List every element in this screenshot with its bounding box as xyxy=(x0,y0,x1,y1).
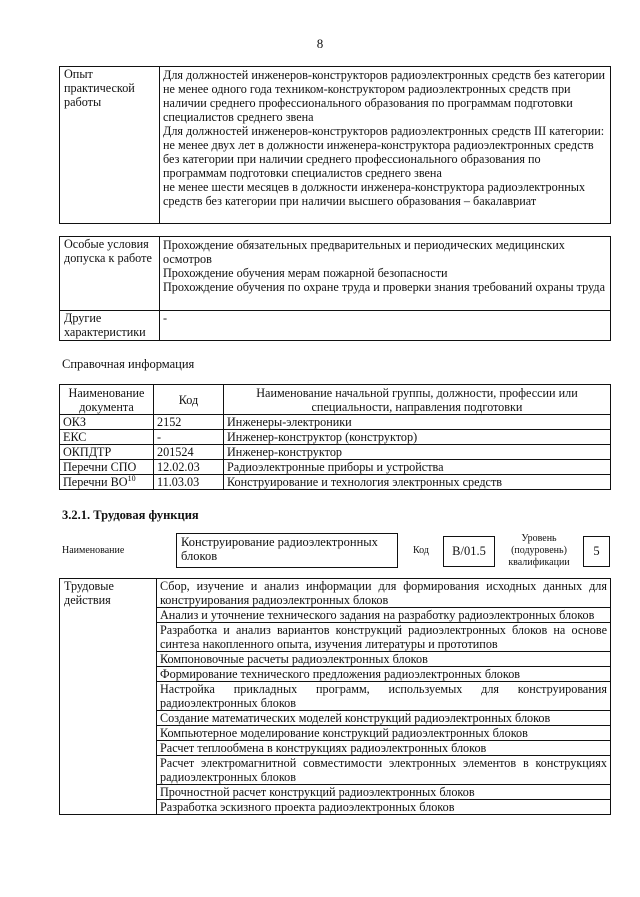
function-name-box xyxy=(176,533,398,568)
special-conditions-content xyxy=(160,237,611,311)
experience-line: Для должностей инженеров-конструкторов радиоэлектронных средств III категории: xyxy=(163,124,605,138)
table-row xyxy=(60,475,611,490)
other-characteristics-value: - xyxy=(160,311,611,341)
table-row xyxy=(60,579,611,608)
labor-action-item: Формирование технического предложения радиоэлектронных блоков xyxy=(157,667,611,682)
document-name: Перечни ВО xyxy=(63,475,128,489)
function-heading: 3.2.1. Трудовая функция xyxy=(62,508,199,522)
experience-content xyxy=(160,67,611,224)
table-row xyxy=(60,237,611,311)
cell-code: - xyxy=(154,430,224,445)
condition-line: Прохождение обучения по охране труда и проверки знания требований охраны труда xyxy=(163,280,605,294)
table-row xyxy=(60,415,611,430)
cell-name: Конструирование и технология электронных средств xyxy=(224,475,611,490)
experience-table xyxy=(59,66,611,224)
table-row xyxy=(60,460,611,475)
labor-action-item: Сбор, изучение и анализ информации для формирования исходных данных для конструирования радиоэлектронных блоков xyxy=(157,579,611,608)
labor-action-item: Разработка эскизного проекта радиоэлектронных блоков xyxy=(157,800,611,815)
table-row xyxy=(60,311,611,341)
labor-action-item: Настройка прикладных программ, используемых для конструирования радиоэлектронных блоков xyxy=(157,682,611,711)
labor-action-item: Расчет теплообмена в конструкциях радиоэлектронных блоков xyxy=(157,741,611,756)
labor-action-item: Прочностной расчет конструкций радиоэлектронных блоков xyxy=(157,785,611,800)
level-box xyxy=(583,536,610,567)
other-characteristics-label: Другие характеристики xyxy=(60,311,160,341)
condition-line: Прохождение обучения мерам пожарной безопасности xyxy=(163,266,448,280)
labor-action-item: Разработка и анализ вариантов конструкций радиоэлектронных блоков на основе синтеза накопленного опыта, изучения литературы и прототипов xyxy=(157,623,611,652)
page-number: 8 xyxy=(316,36,324,51)
footnote-ref: 10 xyxy=(127,473,136,483)
header-code: Код xyxy=(154,385,224,415)
cell-document xyxy=(60,475,154,490)
reference-table xyxy=(59,384,611,490)
function-name: Конструирование радиоэлектронных блоков xyxy=(181,535,378,563)
condition-line: Прохождение обязательных предварительных и периодических медицинских осмотров xyxy=(163,238,565,266)
labor-action-item: Компоновочные расчеты радиоэлектронных блоков xyxy=(157,652,611,667)
experience-label: Опыт практической работы xyxy=(60,67,160,224)
cell-document: ЕКС xyxy=(60,430,154,445)
header-name: Наименование начальной группы, должности, профессии или специальности, направления подготовки xyxy=(224,385,611,415)
experience-line: Для должностей инженеров-конструкторов радиоэлектронных средств без категории не менее одного года техником-конструктором радиоэлектронных средств при наличии среднего профессионального образования по программам подготовки специалистов среднего звена xyxy=(163,68,606,124)
cell-document: ОКПДТР xyxy=(60,445,154,460)
level-value: 5 xyxy=(593,544,600,558)
table-row xyxy=(60,430,611,445)
cell-name: Инженеры-электроники xyxy=(224,415,611,430)
cell-document: ОКЗ xyxy=(60,415,154,430)
labor-action-item: Создание математических моделей конструкций радиоэлектронных блоков xyxy=(157,711,611,726)
table-row xyxy=(60,445,611,460)
cell-code: 12.02.03 xyxy=(154,460,224,475)
experience-line: не менее двух лет в должности инженера-конструктора радиоэлектронных средств без категории при наличии среднего профессионального образования по программам подготовки специалистов среднего звена xyxy=(163,138,594,180)
level-label: Уровень (подуровень) квалификации xyxy=(508,533,570,568)
labor-action-item: Анализ и уточнение технического задания на разработку радиоэлектронных блоков xyxy=(157,608,611,623)
cell-code: 11.03.03 xyxy=(154,475,224,490)
labor-actions-label: Трудовые действия xyxy=(60,579,157,815)
reference-title: Справочная информация xyxy=(62,357,195,371)
labor-action-item: Расчет электромагнитной совместимости электронных элементов в конструкциях радиоэлектронных блоков xyxy=(157,756,611,785)
cell-name: Инженер-конструктор (конструктор) xyxy=(224,430,611,445)
function-code: B/01.5 xyxy=(452,544,486,558)
cell-code: 2152 xyxy=(154,415,224,430)
cell-name: Радиоэлектронные приборы и устройства xyxy=(224,460,611,475)
code-label: Код xyxy=(413,545,429,556)
table-header-row xyxy=(60,385,611,415)
cell-document: Перечни СПО xyxy=(60,460,154,475)
name-label: Наименование xyxy=(62,545,125,556)
labor-actions-table xyxy=(59,578,611,815)
experience-line: не менее шести месяцев в должности инженера-конструктора радиоэлектронных средств без категории при наличии высшего образования – бакалавриат xyxy=(163,180,586,208)
special-conditions-label: Особые условия допуска к работе xyxy=(60,237,160,311)
cell-name: Инженер-конструктор xyxy=(224,445,611,460)
header-document: Наименование документа xyxy=(60,385,154,415)
table-row xyxy=(60,67,611,224)
conditions-table xyxy=(59,236,611,341)
labor-action-item: Компьютерное моделирование конструкций радиоэлектронных блоков xyxy=(157,726,611,741)
function-code-box xyxy=(443,536,495,567)
cell-code: 201524 xyxy=(154,445,224,460)
